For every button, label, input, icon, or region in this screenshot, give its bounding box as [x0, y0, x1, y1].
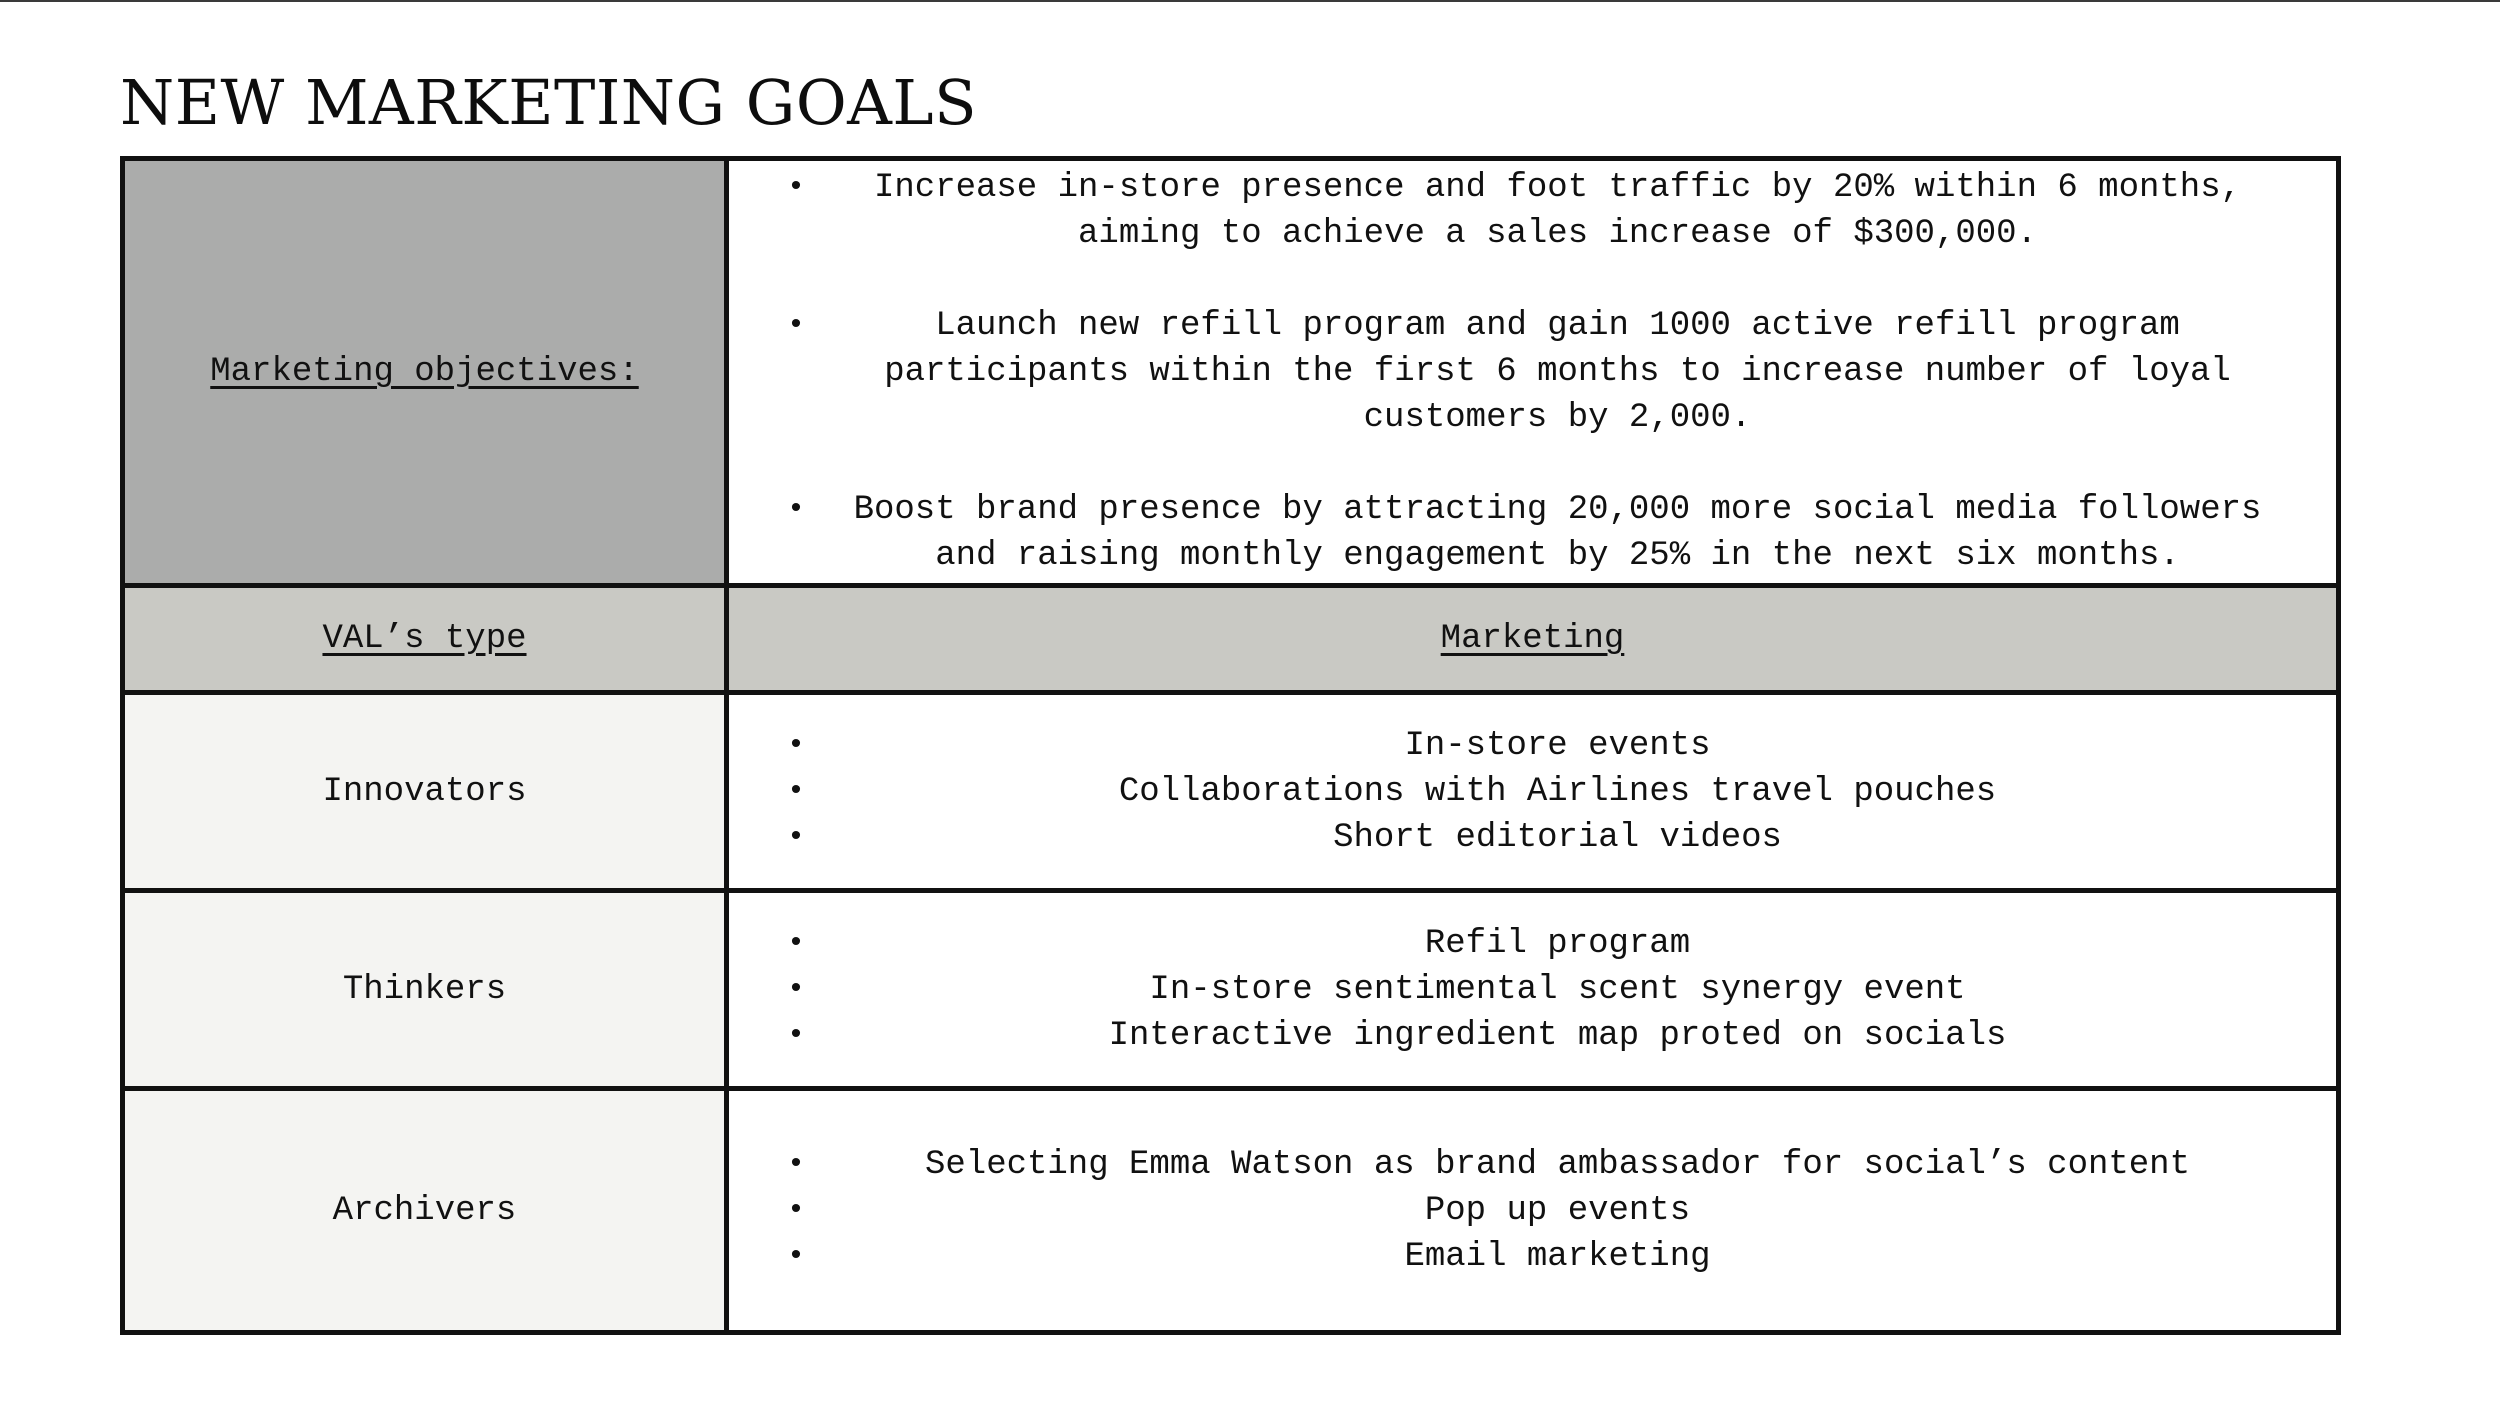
objectives-list	[729, 165, 2336, 579]
val-type-label: Thinkers	[342, 970, 507, 1009]
page-title: NEW MARKETING GOALS	[120, 66, 978, 139]
objective-item: • Boost brand presence by attracting 20,000 more social media followers and raising monthly engagement by 25% in the next six months.	[787, 487, 2288, 579]
marketing-list	[729, 921, 2336, 1059]
top-divider	[0, 0, 2500, 2]
header-vals-type-label: VAL’s type	[322, 620, 527, 658]
header-marketing-label: Marketing	[1440, 620, 1625, 658]
list-item: • In-store sentimental scent synergy event	[787, 967, 2288, 1013]
marketing-cell	[727, 693, 2339, 891]
objective-item: • Increase in-store presence and foot traffic by 20% within 6 months, aiming to achieve a sales increase of $300,000.	[787, 165, 2288, 257]
marketing-list	[729, 723, 2336, 861]
list-item: • Interactive ingredient map proted on socials	[787, 1013, 2288, 1059]
objectives-label-cell	[123, 159, 727, 586]
val-type-label: Innovators	[322, 772, 527, 811]
header-cell-marketing	[727, 586, 2339, 693]
objective-item: • Launch new refill program and gain 1000 active refill program participants within the first 6 months to increase number of loyal customers by 2,000.	[787, 303, 2288, 441]
marketing-list	[729, 1142, 2336, 1280]
val-type-cell	[123, 693, 727, 891]
marketing-cell	[727, 891, 2339, 1089]
table-header-row	[123, 586, 2339, 693]
list-item: • Selecting Emma Watson as brand ambassador for social’s content	[787, 1142, 2288, 1188]
marketing-goals-table	[120, 156, 2341, 1335]
val-type-cell	[123, 1089, 727, 1333]
marketing-cell	[727, 1089, 2339, 1333]
objectives-row	[123, 159, 2339, 586]
objectives-content-cell	[727, 159, 2339, 586]
objectives-label: Marketing objectives:	[210, 353, 639, 391]
list-item: • Pop up events	[787, 1188, 2288, 1234]
list-item: • Collaborations with Airlines travel pouches	[787, 769, 2288, 815]
list-item: • Short editorial videos	[787, 815, 2288, 861]
header-cell-vals-type	[123, 586, 727, 693]
val-type-label: Archivers	[332, 1191, 517, 1230]
list-item: • In-store events	[787, 723, 2288, 769]
list-item: • Email marketing	[787, 1234, 2288, 1280]
table-row-innovators	[123, 693, 2339, 891]
table-row-archivers	[123, 1089, 2339, 1333]
val-type-cell	[123, 891, 727, 1089]
table-row-thinkers	[123, 891, 2339, 1089]
list-item: • Refil program	[787, 921, 2288, 967]
